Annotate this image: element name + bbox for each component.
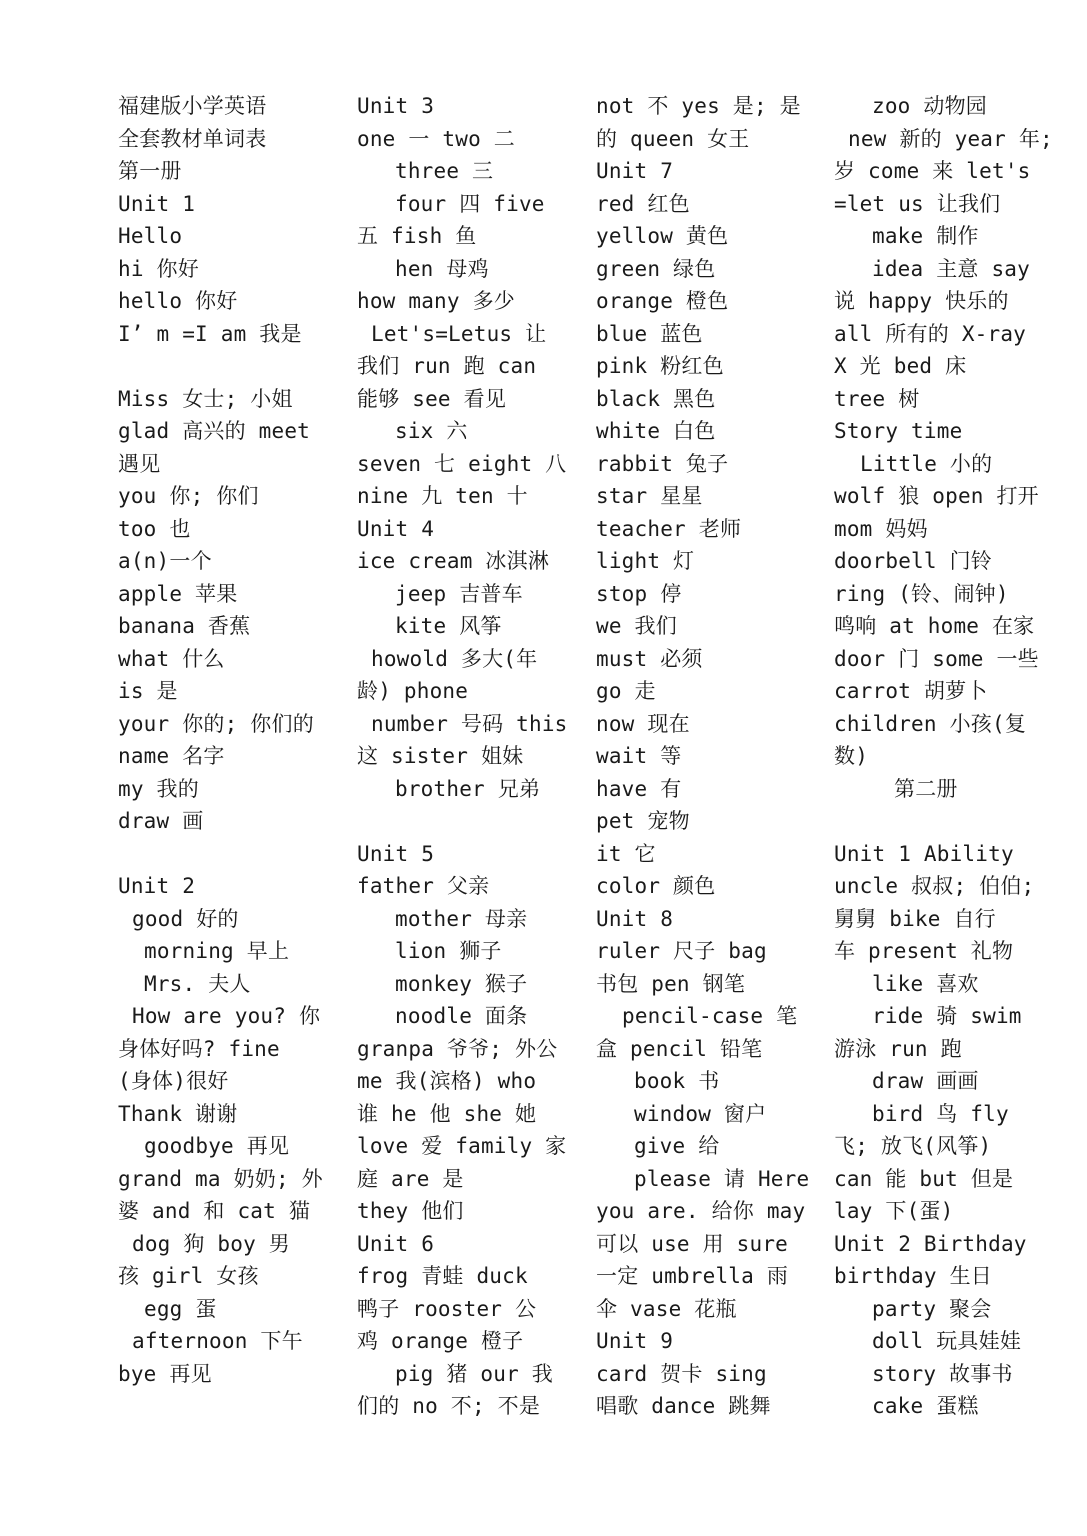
- vocab-line: new 新的 year 年;: [848, 126, 1053, 151]
- vocab-line: 说 happy 快乐的: [834, 289, 1009, 313]
- vocab-line: all 所有的 X-ray: [834, 321, 1027, 346]
- vocab-line: mother 母亲: [395, 906, 528, 931]
- vocab-line: go 走: [596, 679, 656, 703]
- vocab-line: apple 苹果: [118, 581, 238, 606]
- vocab-line: 婆 and 和 cat 猫: [118, 1199, 311, 1223]
- vocab-line: not 不 yes 是; 是: [596, 94, 801, 118]
- vocab-line: give 给: [634, 1134, 720, 1158]
- vocab-line: idea 主意 say: [872, 256, 1030, 281]
- vocab-line: Unit 2: [118, 874, 196, 898]
- vocab-line: birthday 生日: [834, 1264, 992, 1288]
- vocab-line: How are you? 你: [132, 1004, 321, 1028]
- vocab-line: Miss 女士; 小姐: [118, 386, 293, 411]
- vocab-line: pet 宠物: [596, 809, 690, 833]
- vocab-line: me 我(滨格) who: [357, 1069, 537, 1093]
- vocab-line: lion 狮子: [395, 939, 502, 963]
- vocab-line: hen 母鸡: [395, 256, 489, 281]
- vocab-line: (身体)很好: [118, 1069, 229, 1093]
- vocab-line: 舅舅 bike 自行: [834, 906, 996, 931]
- vocab-line: Unit 9: [596, 1329, 674, 1353]
- vocab-line: Unit 3: [357, 94, 435, 118]
- vocab-line: you are. 给你 may: [596, 1199, 806, 1223]
- vocab-line: hello 你好: [118, 289, 238, 313]
- vocab-line: Mrs. 夫人: [144, 971, 251, 996]
- vocab-line: six 六: [395, 419, 468, 443]
- vocab-line: nine 九 ten 十: [357, 484, 528, 508]
- vocab-line: =let us 让我们: [834, 191, 1001, 216]
- vocab-line: now 现在: [596, 711, 690, 736]
- vocab-line: yellow 黄色: [596, 224, 729, 248]
- vocab-line: my 我的: [118, 776, 199, 801]
- vocab-line: pencil-case 笔: [622, 1004, 798, 1028]
- vocab-line: star 星星: [596, 484, 703, 508]
- vocab-line: hi 你好: [118, 256, 199, 281]
- vocab-line: noodle 面条: [395, 1004, 528, 1028]
- vocab-line: 伞 vase 花瓶: [596, 1296, 737, 1321]
- vocab-line: uncle 叔叔; 伯伯;: [834, 874, 1035, 898]
- vocab-line: 全套教材单词表: [118, 126, 267, 151]
- vocab-line: 这 sister 姐妹: [357, 744, 524, 768]
- vocab-line: 第二册: [894, 776, 958, 801]
- vocab-line: they 他们: [357, 1199, 464, 1223]
- vocab-line: one 一 two 二: [357, 126, 515, 151]
- vocab-line: Hello: [118, 224, 183, 248]
- vocab-line: howold 多大(年: [371, 646, 538, 671]
- vocab-line: black 黑色: [596, 386, 716, 411]
- vocab-line: 们的 no 不; 不是: [357, 1394, 541, 1418]
- vocab-line: white 白色: [596, 419, 716, 443]
- vocab-line: is 是: [118, 679, 178, 703]
- vocab-line: banana 香蕉: [118, 614, 251, 638]
- vocab-line: four 四 five: [395, 191, 545, 216]
- vocab-line: like 喜欢: [872, 971, 979, 996]
- vocab-line: door 门 some 一些: [834, 646, 1039, 671]
- vocab-line: 数): [834, 744, 869, 768]
- vocab-line: 盒 pencil 铅笔: [596, 1036, 763, 1061]
- vocab-line: afternoon 下午: [132, 1329, 303, 1353]
- vocab-line: make 制作: [872, 224, 979, 248]
- vocab-line: glad 高兴的 meet: [118, 419, 311, 443]
- vocab-line: 鸭子 rooster 公: [357, 1296, 537, 1321]
- vocab-line: 身体好吗? fine: [118, 1036, 280, 1061]
- vocab-line: 的 queen 女王: [596, 126, 750, 151]
- vocab-line: wolf 狼 open 打开: [834, 484, 1039, 508]
- vocab-line: 我们 run 跑 can: [357, 354, 537, 378]
- vocab-line: it 它: [596, 841, 656, 866]
- vocab-line: Let's=Letus 让: [371, 321, 547, 346]
- vocab-line: 车 present 礼物: [834, 939, 1014, 963]
- vocab-line: Unit 5: [357, 841, 435, 866]
- vocab-line: we 我们: [596, 614, 677, 638]
- vocab-line: doorbell 门铃: [834, 549, 992, 573]
- vocab-line: 第一册: [118, 159, 182, 183]
- vocab-line: seven 七 eight 八: [357, 451, 567, 476]
- vocab-line: lay 下(蛋): [834, 1199, 954, 1223]
- vocab-line: red 红色: [596, 191, 690, 216]
- vocab-line: 庭 are 是: [357, 1166, 464, 1191]
- vocab-line: Unit 6: [357, 1231, 435, 1256]
- vocab-line: 龄) phone: [357, 679, 469, 703]
- vocab-line: goodbye 再见: [144, 1134, 290, 1158]
- vocab-line: I’ m =I am 我是: [118, 321, 302, 346]
- vocab-line: rabbit 兔子: [596, 451, 729, 476]
- vocab-line: love 爱 family 家: [357, 1134, 567, 1158]
- vocab-line: X 光 bed 床: [834, 354, 967, 378]
- column-2: [357, 90, 579, 1423]
- vocab-line: draw 画: [118, 809, 204, 833]
- vocab-line: 可以 use 用 sure: [596, 1231, 789, 1256]
- vocab-line: green 绿色: [596, 256, 716, 281]
- vocab-line: 书包 pen 钢笔: [596, 971, 746, 996]
- vocab-line: Thank 谢谢: [118, 1101, 238, 1126]
- vocab-line: 遇见: [118, 451, 161, 476]
- vocab-line: color 颜色: [596, 874, 716, 898]
- vocab-line: Unit 1 Ability: [834, 841, 1014, 866]
- vocab-line: please 请 Here: [634, 1166, 810, 1191]
- vocab-line: blue 蓝色: [596, 321, 703, 346]
- vocab-line: stop 停: [596, 581, 682, 606]
- vocab-line: mom 妈妈: [834, 516, 928, 541]
- vocab-line: 鸡 orange 橙子: [357, 1329, 524, 1353]
- vocab-line: light 灯: [596, 549, 695, 573]
- vocab-line: Unit 8: [596, 906, 674, 931]
- vocab-line: wait 等: [596, 744, 682, 768]
- vocab-line: bye 再见: [118, 1361, 212, 1386]
- vocab-line: pig 猪 our 我: [395, 1361, 553, 1386]
- vocab-line: Unit 4: [357, 516, 435, 541]
- vocab-line: cake 蛋糕: [872, 1394, 979, 1418]
- vocab-line: kite 风筝: [395, 614, 502, 638]
- vocab-line: have 有: [596, 776, 682, 801]
- vocab-line: 唱歌 dance 跳舞: [596, 1394, 771, 1418]
- vocab-line: egg 蛋: [144, 1296, 217, 1321]
- vocab-line: Story time: [834, 419, 963, 443]
- vocab-line: [357, 805, 579, 838]
- column-3: [596, 90, 818, 1423]
- vocab-line: number 号码 this: [371, 711, 568, 736]
- vocab-line: pink 粉红色: [596, 354, 724, 378]
- vocab-line: a(n)一个: [118, 549, 212, 573]
- vocab-line: granpa 爷爷; 外公: [357, 1036, 558, 1061]
- vocab-line: what 什么: [118, 646, 225, 671]
- vocab-line: Unit 2 Birthday: [834, 1231, 1027, 1256]
- vocab-line: 一定 umbrella 雨: [596, 1264, 789, 1288]
- vocab-line: Unit 1: [118, 191, 196, 216]
- vocab-line: [834, 805, 1056, 838]
- vocab-line: monkey 猴子: [395, 971, 528, 996]
- vocab-line: tree 树: [834, 386, 920, 411]
- vocab-line: three 三: [395, 159, 494, 183]
- vocab-line: can 能 but 但是: [834, 1166, 1014, 1191]
- vocab-line: father 父亲: [357, 874, 490, 898]
- vocab-line: 鸣响 at home 在家: [834, 614, 1035, 638]
- vocab-line: [118, 838, 340, 871]
- vocab-line: 福建版小学英语: [118, 94, 267, 118]
- vocab-line: card 贺卡 sing: [596, 1361, 767, 1386]
- vocab-line: Little 小的: [860, 451, 993, 476]
- vocab-line: zoo 动物园: [872, 94, 987, 118]
- vocab-line: children 小孩(复: [834, 711, 1027, 736]
- vocab-line: book 书: [634, 1069, 720, 1093]
- vocab-line: party 聚会: [872, 1296, 992, 1321]
- vocab-line: carrot 胡萝卜: [834, 679, 988, 703]
- vocab-line: draw 画画: [872, 1069, 979, 1093]
- vocab-line: orange 橙色: [596, 289, 729, 313]
- vocab-line: name 名字: [118, 744, 225, 768]
- vocab-line: dog 狗 boy 男: [132, 1231, 290, 1256]
- vocab-line: Unit 7: [596, 159, 674, 183]
- vocab-line: you 你; 你们: [118, 484, 259, 508]
- vocab-line: your 你的; 你们的: [118, 711, 314, 736]
- vocab-line: ice cream 冰淇淋: [357, 549, 550, 573]
- vocab-line: teacher 老师: [596, 516, 742, 541]
- vocab-line: 岁 come 来 let's: [834, 159, 1031, 183]
- vocab-line: ring (铃、闹钟): [834, 581, 1009, 606]
- vocab-line: bird 鸟 fly: [872, 1101, 1009, 1126]
- vocab-line: too 也: [118, 516, 191, 541]
- vocab-line: story 故事书: [872, 1361, 1013, 1386]
- vocab-line: how many 多少: [357, 289, 515, 313]
- vocab-line: window 窗户: [634, 1101, 767, 1126]
- vocab-line: morning 早上: [144, 939, 290, 963]
- vocab-line: 游泳 run 跑: [834, 1036, 962, 1061]
- vocab-line: brother 兄弟: [395, 776, 541, 801]
- column-4: [834, 90, 1056, 1423]
- vocab-line: ride 骑 swim: [872, 1004, 1022, 1028]
- vocab-line: 谁 he 他 she 她: [357, 1101, 537, 1126]
- vocab-line: good 好的: [132, 906, 239, 931]
- vocab-line: doll 玩具娃娃: [872, 1329, 1022, 1353]
- vocab-line: 能够 see 看见: [357, 386, 507, 411]
- column-1: [118, 90, 340, 1390]
- vocab-line: [118, 350, 340, 383]
- vocab-line: 孩 girl 女孩: [118, 1264, 259, 1288]
- vocab-line: jeep 吉普车: [395, 581, 523, 606]
- vocab-line: ruler 尺子 bag: [596, 939, 767, 963]
- vocab-line: grand ma 奶奶; 外: [118, 1166, 323, 1191]
- vocab-line: must 必须: [596, 646, 703, 671]
- vocab-line: 飞; 放飞(风筝): [834, 1134, 992, 1158]
- vocab-line: frog 青蛙 duck: [357, 1264, 528, 1288]
- vocab-line: 五 fish 鱼: [357, 224, 477, 248]
